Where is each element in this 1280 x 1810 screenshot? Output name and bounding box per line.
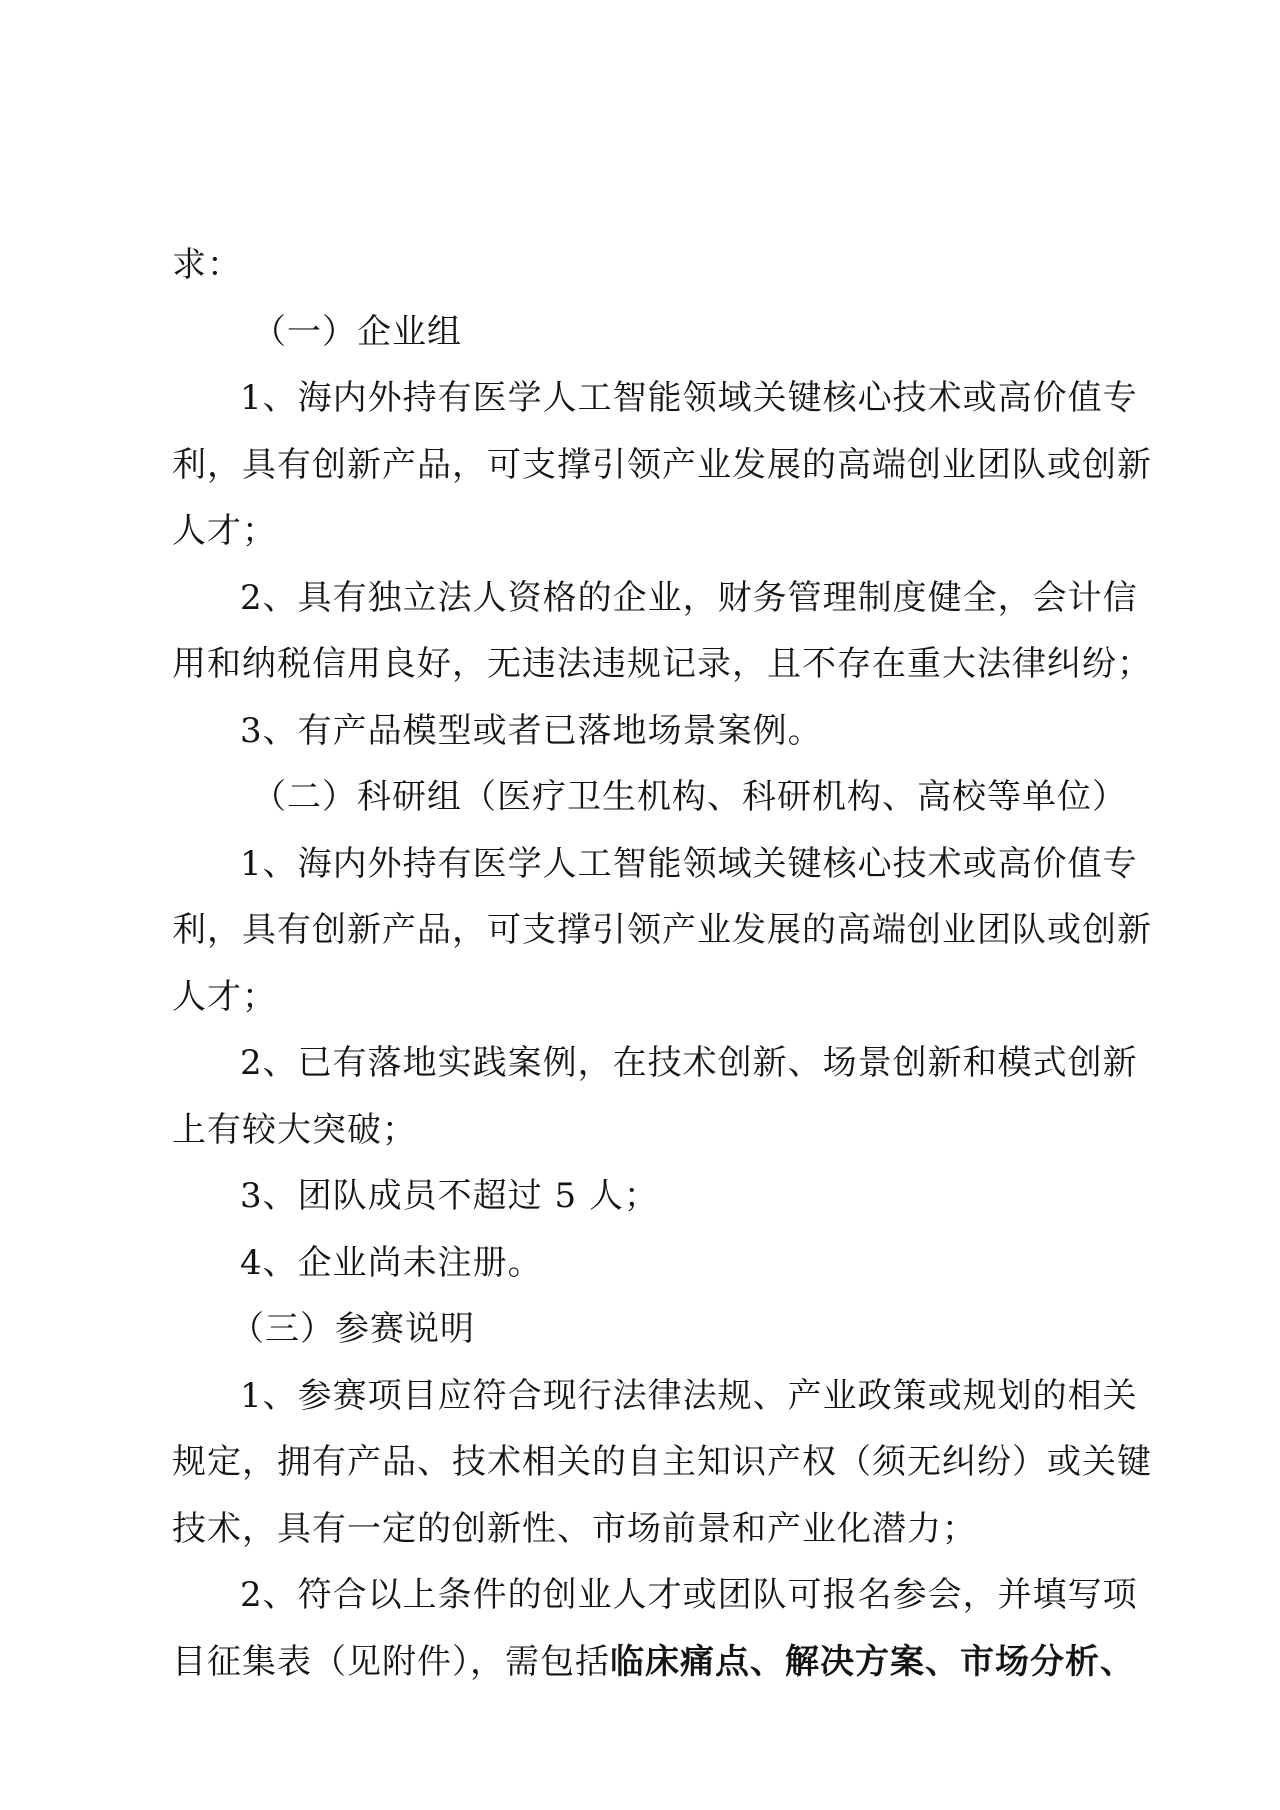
text-line: 1、海内外持有医学人工智能领域关键核心技术或高价值专 [240,378,1138,418]
text-line: 利，具有创新产品，可支撑引领产业发展的高端创业团队或创新 [172,910,1152,950]
text-line: 上有较大突破； [172,1109,417,1150]
text-line: 1、参赛项目应符合现行法律法规、产业政策或规划的相关 [240,1375,1138,1416]
document-body [172,232,1152,1695]
text-run: 目征集表（见附件），需包括 [172,1641,610,1682]
bold-text-run: 临床痛点、解决方案、市场分析、 [610,1641,1135,1682]
section-heading-enterprise: （一）企业组 [252,311,462,352]
text-line: 3、有产品模型或者已落地场景案例。 [240,710,823,751]
text-line: 2、符合以上条件的创业人才或团队可报名参会，并填写项 [240,1575,1138,1615]
text-line: 1、海内外持有医学人工智能领域关键核心技术或高价值专 [240,843,1138,884]
text-line: 4、企业尚未注册。 [240,1242,543,1283]
text-line: 2、已有落地实践案例，在技术创新、场景创新和模式创新 [240,1043,1138,1083]
text-line: 用和纳税信用良好，无违法违规记录，且不存在重大法律纠纷； [172,644,1152,684]
text-line: 利，具有创新产品，可支撑引领产业发展的高端创业团队或创新 [172,444,1152,485]
section-heading-research: （二）科研组（医疗卫生机构、科研机构、高校等单位） [252,777,1127,817]
section-heading-instructions: （三）参赛说明 [230,1309,475,1349]
text-line: 人才； [172,511,277,551]
text-line: 技术，具有一定的创新性、市场前景和产业化潜力； [172,1508,977,1549]
text-line: 2、具有独立法人资格的企业，财务管理制度健全，会计信 [240,577,1138,618]
text-line: 人才； [172,976,277,1017]
text-line: 求： [172,245,242,285]
text-line: 3、团队成员不超过 5 人； [240,1176,659,1216]
text-line-mixed [172,1629,1135,1696]
text-line: 规定，拥有产品、技术相关的自主知识产权（须无纠纷）或关键 [172,1442,1152,1482]
